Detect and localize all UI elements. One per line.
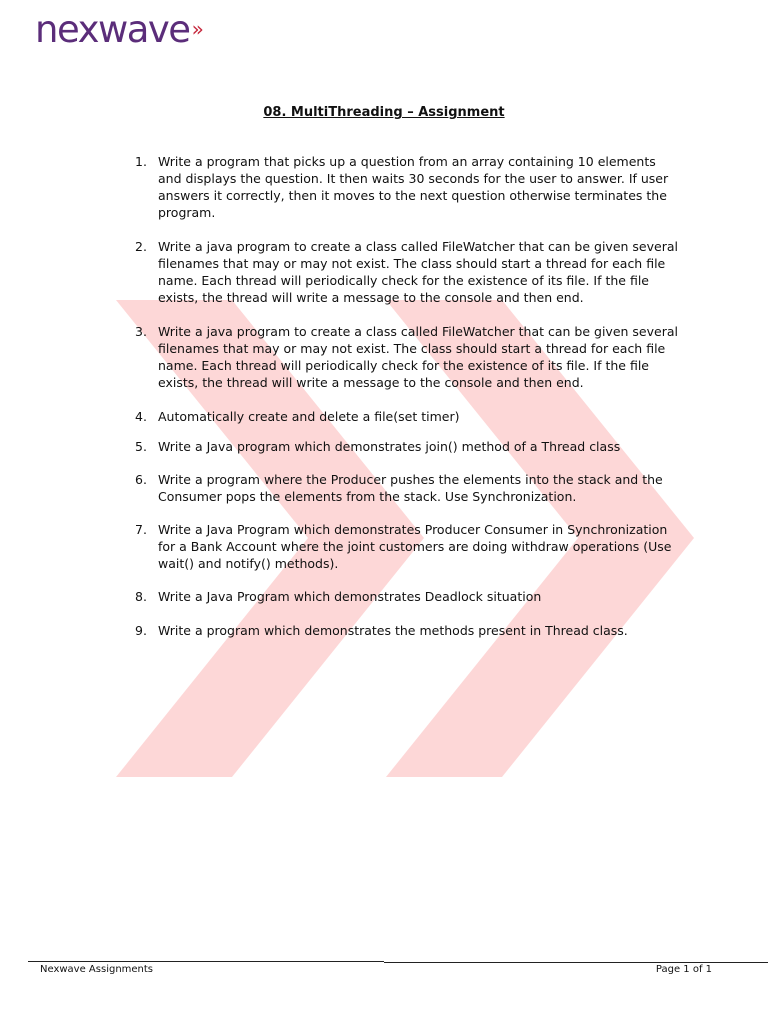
item-text: Write a program where the Producer pushes the elements into the stack and the Consumer pops the elements from the stack. Use Synchronization. [158,472,663,504]
list-item [130,323,678,391]
list-item [130,471,678,505]
list-item [130,588,678,605]
list-item [130,622,678,639]
item-number: 7. [135,522,147,537]
item-number: 5. [135,439,147,454]
item-text: Write a Java program which demonstrates join() method of a Thread class [158,439,621,454]
list-item [130,238,678,306]
list-item [130,438,678,455]
item-number: 4. [135,409,147,424]
item-text: Write a program which demonstrates the methods present in Thread class. [158,623,628,638]
item-number: 9. [135,623,147,638]
logo-text: nexwave [35,8,190,51]
item-text: Write a java program to create a class called FileWatcher that can be given several filenames that may or may not exist. The class should start a thread for each file name. Each thread will periodically check for the existence of its file. If the file exists, the thread will write a message to the console and then end. [158,324,678,390]
item-number: 1. [135,154,147,169]
item-text: Write a program that picks up a question from an array containing 10 elements and displays the question. It then waits 30 seconds for the user to answer. If user answers it correctly, then it moves to the next question otherwise terminates the program. [158,154,669,220]
assignment-list [130,153,678,639]
page-title: 08. MultiThreading – Assignment [263,105,505,120]
footer-label: Nexwave Assignments [40,964,154,975]
footer-divider [28,961,384,962]
item-text: Write a java program to create a class called FileWatcher that can be given several filenames that may or may not exist. The class should start a thread for each file name. Each thread will periodically check for the existence of its file. If the file exists, the thread will write a message to the console and then end. [158,239,678,305]
page-number: Page 1 of 1 [655,964,712,975]
list-item [130,521,678,572]
list-item [130,408,678,425]
item-number: 3. [135,324,147,339]
item-number: 8. [135,589,147,604]
item-text: Automatically create and delete a file(set timer) [158,409,460,424]
footer-divider [384,962,768,963]
item-text: Write a Java Program which demonstrates Producer Consumer in Synchronization for a Bank Account where the joint customers are doing withdraw operations (Use wait() and notify() methods). [158,522,672,571]
item-number: 6. [135,472,147,487]
list-item [130,153,678,221]
item-text: Write a Java Program which demonstrates Deadlock situation [158,589,542,604]
logo-chevron-icon: » [191,17,201,41]
item-number: 2. [135,239,147,254]
